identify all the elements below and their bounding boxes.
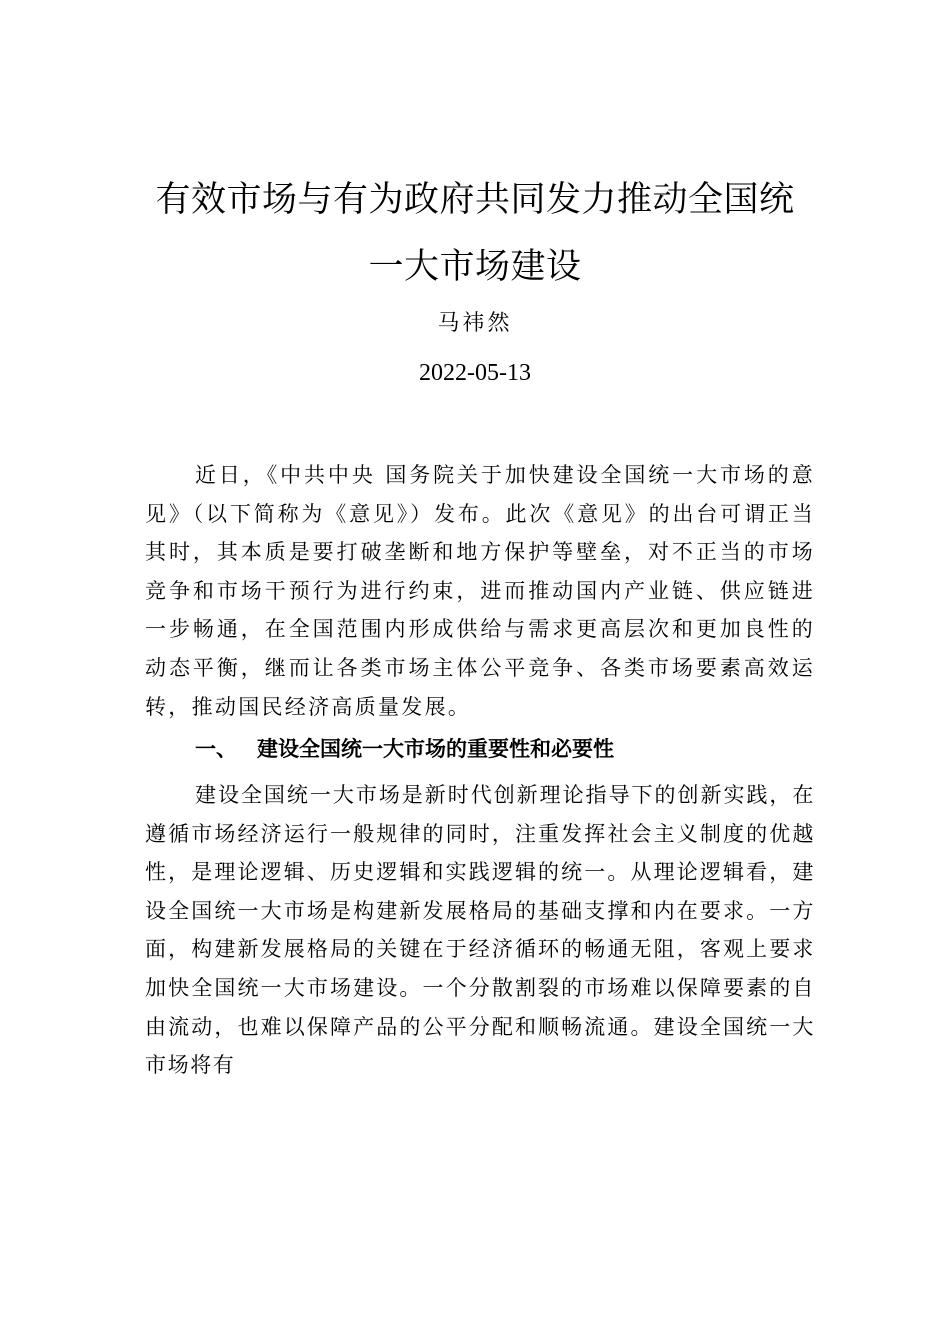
paragraph-intro: 近日，《中共中央 国务院关于加快建设全国统一大市场的意见》（以下简称为《意见》）发布。此次《意见》的出台可谓正当其时，其本质是要打破垄断和地方保护等壁垒，对不正当的市场竞争和市场干预行为进行约束，进而推动国内产业链、供应链进一步畅通，在全国范围内形成供给与需求更高层次和更加良性的动态平衡，继而让各类市场主体公平竞争、各类市场要素高效运转，推动国民经济高质量发展。 [145, 463, 815, 719]
section-heading-1 [195, 733, 815, 765]
publish-date: 2022-05-13 [419, 360, 531, 386]
article-title-line-2: 一大市场建设 [368, 247, 582, 287]
section-title: 建设全国统一大市场的重要性和必要性 [257, 737, 614, 761]
author-name: 马祎然 [437, 311, 513, 336]
article-title-line-1: 有效市场与有为政府共同发力推动全国统 [155, 180, 795, 220]
paragraph-section-1: 建设全国统一大市场是新时代创新理论指导下的创新实践，在遵循市场经济运行一般规律的同时，注重发挥社会主义制度的优越性，是理论逻辑、历史逻辑和实践逻辑的统一。从理论逻辑看，建设全国统一大市场是构建新发展格局的基础支撑和内在要求。一方面，构建新发展格局的关键在于经济循环的畅通无阻，客观上要求加快全国统一大市场建设。一个分散割裂的市场难以保障要素的自由流动，也难以保障产品的公平分配和顺畅流通。建设全国统一大市场将有 [145, 783, 815, 1078]
section-number: 一、 [195, 737, 237, 761]
